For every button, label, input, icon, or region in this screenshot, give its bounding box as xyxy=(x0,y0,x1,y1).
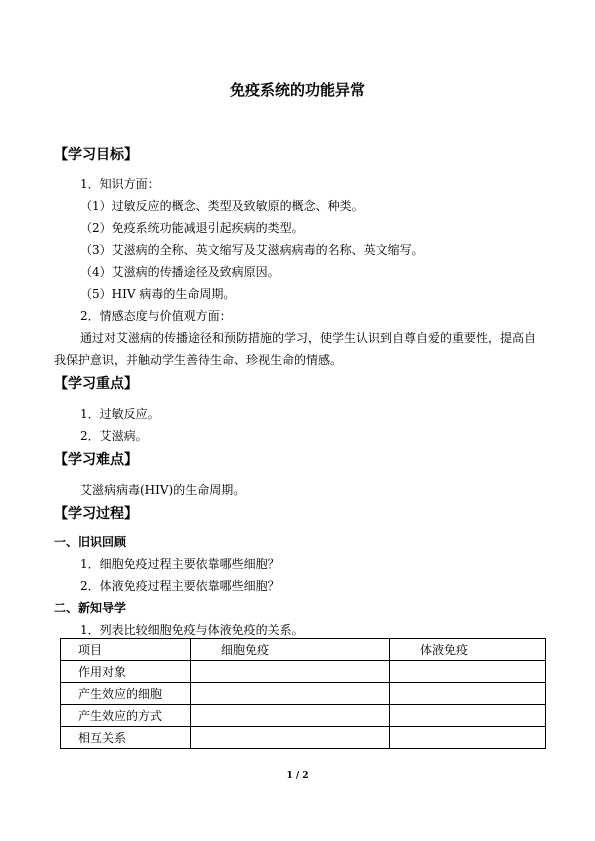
page-number: 1 / 2 xyxy=(286,771,309,781)
key-point-1: 1．过敏反应。 xyxy=(80,407,160,421)
emotion-heading: 2．情感态度与价值观方面： xyxy=(80,309,232,323)
difficulty-heading: 【学习难点】 xyxy=(54,452,138,468)
row-label: 产生效应的细胞 xyxy=(61,683,191,705)
knowledge-item-4: （4）艾滋病的传播途径及致病原因。 xyxy=(80,265,280,279)
new-knowledge-heading: 二、新知导学 xyxy=(54,601,127,615)
table-cell xyxy=(191,661,390,683)
table-row xyxy=(61,661,546,683)
knowledge-item-5: （5）HIV 病毒的生命周期。 xyxy=(80,287,236,301)
knowledge-item-3: （3）艾滋病的全称、英文缩写及艾滋病病毒的名称、英文缩写。 xyxy=(80,243,424,257)
table-cell xyxy=(390,683,546,705)
table-header-row xyxy=(61,639,546,661)
table-header-cell: 体液免疫 xyxy=(390,639,546,661)
emotion-text-line-2: 我保护意识，并触动学生善待生命、珍视生命的情感。 xyxy=(54,353,343,367)
page-title: 免疫系统的功能异常 xyxy=(229,81,365,99)
key-point-2: 2．艾滋病。 xyxy=(80,429,148,443)
row-label: 作用对象 xyxy=(61,661,191,683)
emotion-text-line-1: 通过对艾滋病的传播途径和预防措施的学习，使学生认识到自尊自爱的重要性，提高自 xyxy=(80,331,537,345)
table-header-cell: 项目 xyxy=(61,639,191,661)
table-cell xyxy=(390,727,546,749)
table-row xyxy=(61,727,546,749)
table-header-cell: 细胞免疫 xyxy=(191,639,390,661)
key-points-heading: 【学习重点】 xyxy=(54,376,138,392)
row-label: 相互关系 xyxy=(61,727,191,749)
goals-heading: 【学习目标】 xyxy=(54,147,138,163)
process-heading: 【学习过程】 xyxy=(54,506,138,522)
table-cell xyxy=(191,683,390,705)
table-row xyxy=(61,705,546,727)
knowledge-heading: 1．知识方面： xyxy=(80,177,160,191)
knowledge-item-2: （2）免疫系统功能减退引起疾病的类型。 xyxy=(80,221,304,235)
knowledge-item-1: （1）过敏反应的概念、类型及致敏原的概念、种类。 xyxy=(80,199,364,213)
comparison-instruction: 1．列表比较细胞免疫与体液免疫的关系。 xyxy=(80,623,304,637)
table-row xyxy=(61,683,546,705)
review-question-2: 2．体液免疫过程主要依靠哪些细胞？ xyxy=(80,579,280,593)
comparison-table xyxy=(60,638,546,749)
table-cell xyxy=(390,705,546,727)
difficulty-item: 艾滋病病毒(HIV)的生命周期。 xyxy=(80,483,246,497)
review-heading: 一、旧识回顾 xyxy=(54,535,127,549)
row-label: 产生效应的方式 xyxy=(61,705,191,727)
table-cell xyxy=(191,727,390,749)
table-cell xyxy=(390,661,546,683)
review-question-1: 1．细胞免疫过程主要依靠哪些细胞？ xyxy=(80,557,280,571)
table-cell xyxy=(191,705,390,727)
